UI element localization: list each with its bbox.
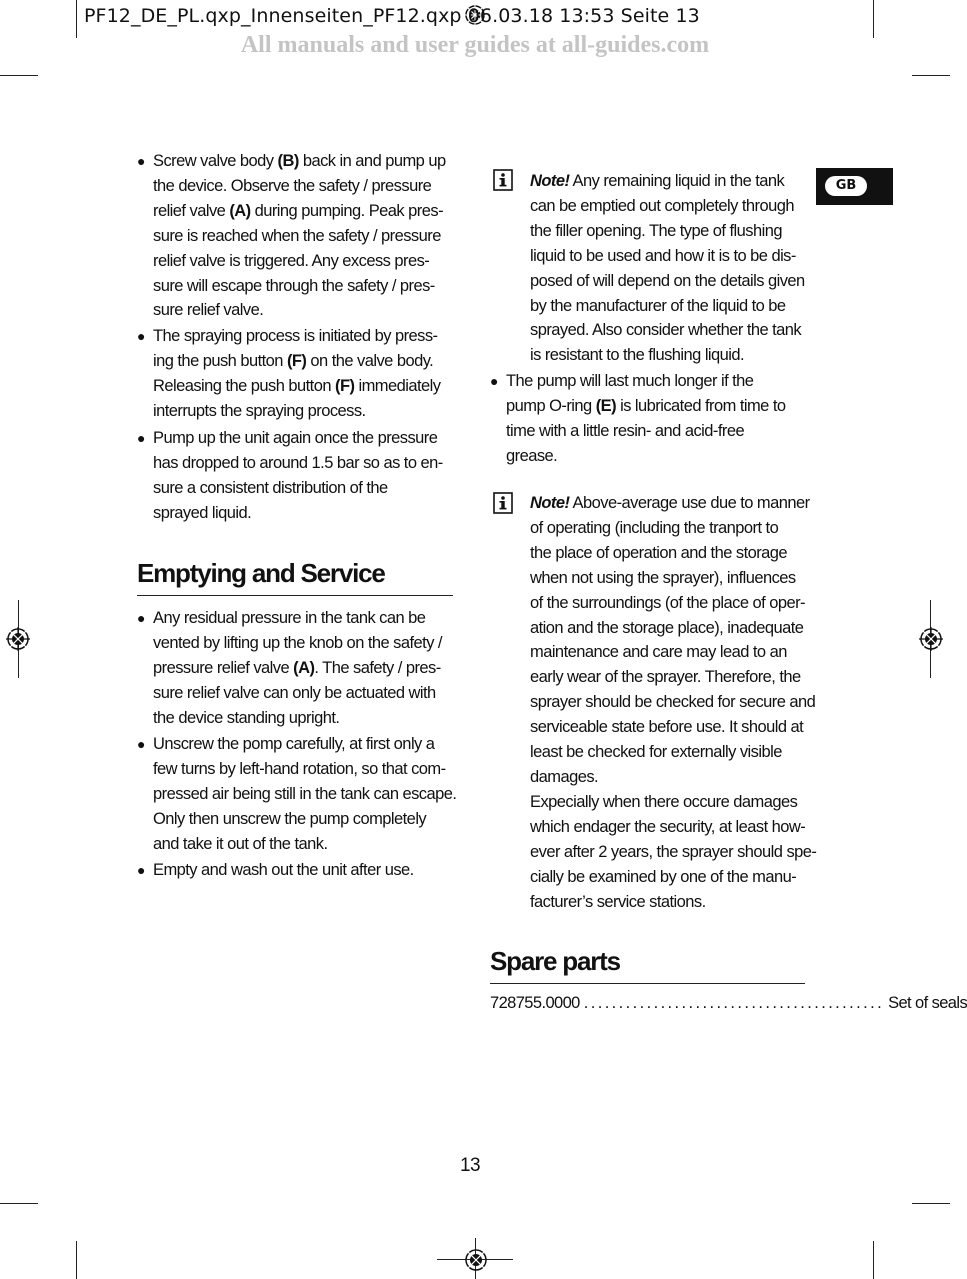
text-line: sure relief valve. [153,301,264,320]
text-line: pressure relief valve (A). The safety / pres- [153,658,441,677]
text-line: Releasing the push button (F) immediately [153,376,441,395]
registration-mark-icon [464,1248,488,1272]
bullet-icon: ● [137,430,146,446]
spare-part-row [490,994,967,1013]
text-line: liquid to be used and how it is to be dis- [530,246,796,265]
text-line: and take it out of the tank. [153,834,328,853]
language-tab [816,168,893,205]
leader-dots: ........................................... [583,994,885,1012]
watermark: All manuals and user guides at all-guides.com [240,32,710,58]
text-line: Expecially when there occure damages [530,792,798,811]
text-line: the device. Observe the safety / pressure [153,176,432,195]
text-line: of operating (including the tranport to [530,518,779,537]
bullet-icon: ● [137,736,146,752]
text-line: facturer’s service stations. [530,892,706,911]
text-line: ation and the storage place), inadequate [530,618,804,637]
bullet-item [153,858,453,883]
text-line: sure will escape through the safety / pres- [153,276,435,295]
text-line: by the manufacturer of the liquid to be [530,296,786,315]
crop-mark [912,75,950,76]
part-description: Set of seals [888,994,967,1012]
text-line: Unscrew the pomp carefully, at first only a [153,735,435,753]
note-paragraph [530,491,815,914]
text-line: damages. [530,767,599,786]
text-line: Note! Above-average use due to manner [530,494,810,512]
crop-mark [912,1203,950,1204]
note-paragraph [530,169,815,368]
section-title: Emptying and Service [137,558,385,588]
crop-mark [76,1241,77,1279]
text-line: the place of operation and the storage [530,543,788,562]
bullet-icon: ● [137,610,146,626]
text-line: is resistant to the flushing liquid. [530,346,745,365]
text-line: sure relief valve can only be actuated with [153,683,436,702]
crop-mark [0,75,38,76]
text-line: Note! Any remaining liquid in the tank [530,172,785,190]
text-line: of the surroundings (of the place of oper- [530,593,805,612]
registration-mark-icon [6,627,30,651]
part-number: 728755.0000 [490,994,580,1012]
crop-mark [0,1203,38,1204]
text-line: The spraying process is initiated by press- [153,327,438,345]
text-line: pressed air being still in the tank can escape. [153,784,457,803]
bullet-item [153,606,453,731]
text-line: maintenance and care may lead to an [530,643,787,662]
text-line: early wear of the sprayer. Therefore, the [530,668,801,687]
language-label: GB [835,178,857,193]
text-line: relief valve is triggered. Any excess pres- [153,251,430,270]
text-line: the filler opening. The type of flushing [530,221,782,240]
bullet-item [153,426,453,526]
bullet-item [153,324,453,424]
page-number: 13 [460,1155,480,1176]
text-line: sure a consistent distribution of the [153,478,388,497]
text-line: sprayed. Also consider whether the tank [530,321,802,340]
text-line: Any residual pressure in the tank can be [153,609,426,627]
text-line: the device standing upright. [153,708,340,727]
text-line: Pump up the unit again once the pressure [153,429,438,447]
text-line: sure is reached when the safety / pressure [153,226,441,245]
text-line: has dropped to around 1.5 bar so as to en- [153,453,443,472]
text-line: Only then unscrew the pump completely [153,809,427,828]
bullet-icon: ● [137,862,146,878]
bullet-item [506,369,806,469]
text-line: sprayed liquid. [153,503,252,522]
printer-slug: PF12_DE_PL.qxp_Innenseiten_PF12.qxp 06.03.18 13:53 Seite 13 [84,5,700,27]
text-line: serviceable state before use. It should at [530,718,804,737]
info-icon [493,169,513,191]
text-line: few turns by left-hand rotation, so that com- [153,759,446,778]
bullet-item [153,149,453,323]
section-rule [137,595,453,596]
text-line: ever after 2 years, the sprayer should spe- [530,842,817,861]
info-icon [493,492,513,514]
text-line: vented by lifting up the knob on the safety / [153,633,442,652]
text-line: relief valve (A) during pumping. Peak pres- [153,201,444,220]
text-line: interrupts the spraying process. [153,401,366,420]
text-line: posed of will depend on the details given [530,271,805,290]
language-pill [825,176,867,196]
bullet-icon: ● [137,328,146,344]
text-line: cially be examined by one of the manu- [530,867,797,886]
text-line: grease. [506,446,558,465]
text-line: which endager the security, at least how- [530,817,806,836]
crop-mark [873,1241,874,1279]
text-line: pump O-ring (E) is lubricated from time to [506,396,786,415]
text-line: ing the push button (F) on the valve body. [153,351,434,370]
bullet-icon: ● [490,373,499,389]
text-line: can be emptied out completely through [530,196,794,215]
text-line: The pump will last much longer if the [506,372,754,390]
registration-mark-icon [919,627,943,651]
section-rule [490,983,805,984]
text-line: Empty and wash out the unit after use. [153,861,414,879]
text-line: least be checked for externally visible [530,743,782,762]
bullet-item [153,732,457,857]
text-line: Screw valve body (B) back in and pump up [153,152,446,170]
spare-parts-title: Spare parts [490,946,620,976]
text-line: sprayer should be checked for secure and [530,693,816,712]
text-line: time with a little resin- and acid-free [506,421,745,440]
bullet-icon: ● [137,153,146,169]
text-line: when not using the sprayer), influences [530,568,796,587]
